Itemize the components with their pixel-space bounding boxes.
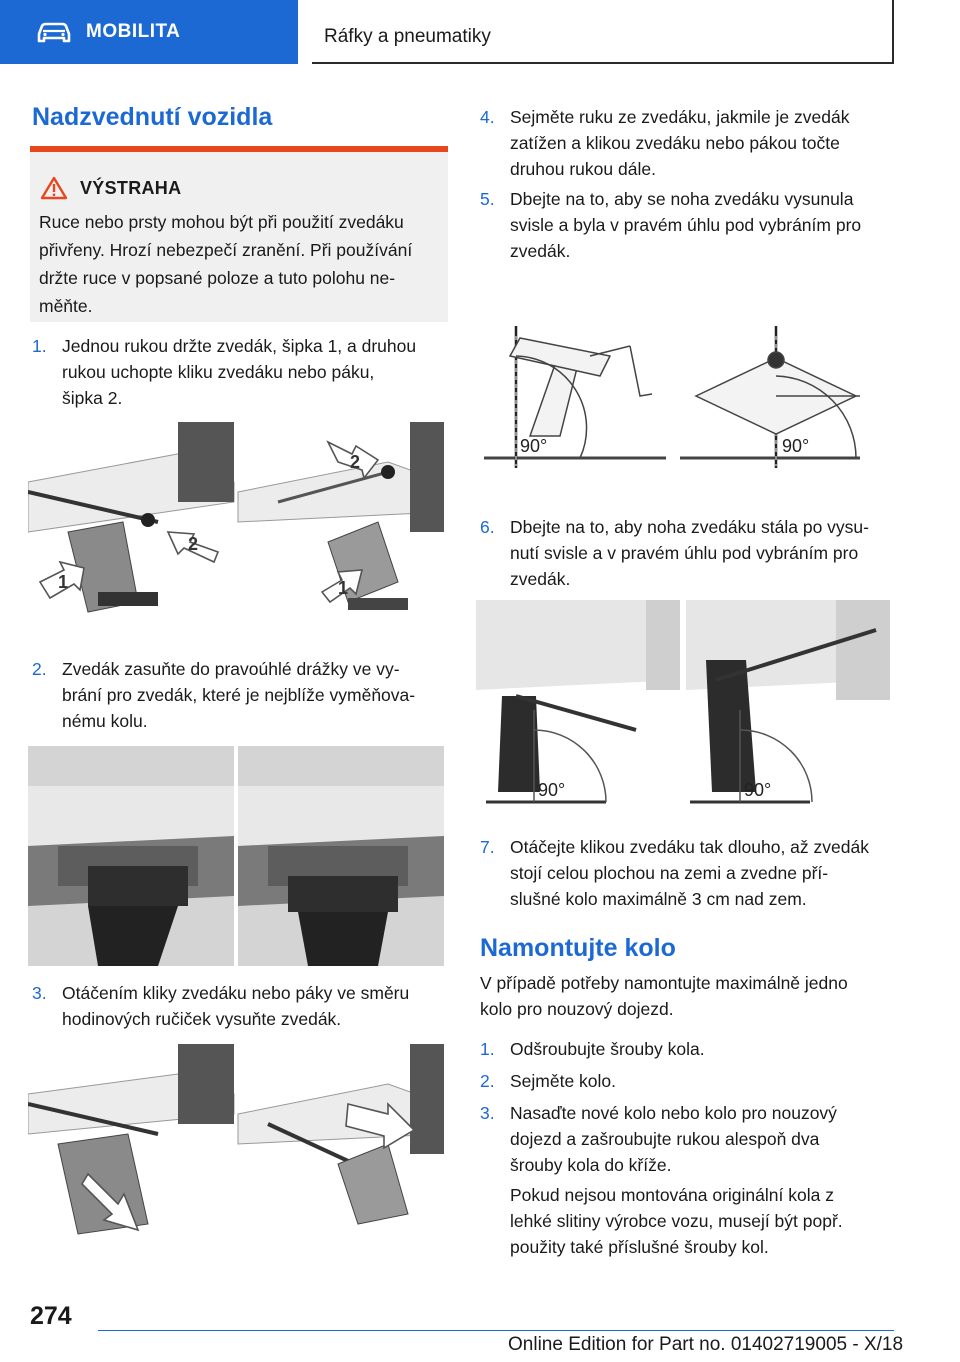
- figure-panel-left: [28, 1044, 234, 1240]
- step-line: hodinových ručiček vysuňte zvedák.: [62, 1009, 342, 1029]
- figure-jack-right-angle: [480, 316, 860, 472]
- paragraph-line: lehké slitiny výrobce vozu, musejí být popř.: [510, 1211, 843, 1231]
- arrow-label: 2: [350, 452, 361, 472]
- footer-divider: [98, 1330, 894, 1331]
- warning-line: přivřeny. Hrozí nebezpečí zranění. Při používání: [39, 240, 413, 260]
- figure-panel-right: [238, 746, 444, 966]
- angle-label: 90°: [744, 780, 772, 800]
- step-number: 5.: [480, 189, 495, 209]
- step-number: 6.: [480, 517, 495, 537]
- figure-panel-left: [28, 746, 234, 966]
- angle-label: 90°: [520, 436, 548, 456]
- step-line: šrouby kola do kříže.: [510, 1155, 672, 1175]
- step-line: nutí svisle a v pravém úhlu pod vybráním pro: [510, 543, 859, 563]
- step-line: šipka 2.: [62, 388, 123, 408]
- warning-triangle-icon: [40, 176, 68, 200]
- figure-jack-standing: [476, 600, 890, 806]
- figure-jack-notch: [28, 746, 444, 966]
- step-line: brání pro zvedák, které je nejblíže vyměňova-: [62, 685, 416, 705]
- arrow-label: 1: [338, 578, 349, 598]
- paragraph-line: použity také příslušné šrouby kol.: [510, 1237, 769, 1257]
- warning-line: Ruce nebo prsty mohou být při použití zvedáku: [39, 212, 404, 232]
- step-line: Jednou rukou držte zvedák, šipka 1, a druhou: [62, 336, 417, 356]
- step-number: 1.: [32, 336, 47, 356]
- step-number: 3.: [480, 1103, 495, 1123]
- note-paragraph: [510, 1182, 900, 1260]
- paragraph-line: V případě potřeby namontujte maximálně jedno: [480, 973, 848, 993]
- step-line: Otáčením kliky zvedáku nebo páky ve směru: [62, 983, 410, 1003]
- step-number: 3.: [32, 983, 47, 1003]
- step-line: Odšroubujte šrouby kola.: [510, 1039, 705, 1059]
- figure-panel-left: [28, 422, 234, 616]
- step-line: Zvedák zasuňte do pravoúhlé drážky ve vy-: [62, 659, 400, 679]
- step-line: Sejměte kolo.: [510, 1071, 617, 1091]
- angle-label: 90°: [782, 436, 810, 456]
- warning-line: měňte.: [39, 296, 93, 316]
- step-line: Sejměte ruku ze zvedáku, jakmile je zvedák: [510, 107, 850, 127]
- step-line: druhou rukou dále.: [510, 159, 656, 179]
- figure-crank-jack: [28, 1044, 444, 1240]
- step-line: Dbejte na to, aby se noha zvedáku vysunula: [510, 189, 854, 209]
- intro-paragraph: [480, 970, 900, 1022]
- step-number: 2.: [480, 1071, 495, 1091]
- step-line: zatížen a klikou zvedáku nebo pákou točte: [510, 133, 840, 153]
- step-line: zvedák.: [510, 569, 571, 589]
- figure-panel-right: [238, 1044, 444, 1240]
- figure-panel-right: [686, 600, 890, 806]
- angle-label: 90°: [538, 780, 566, 800]
- page-number: 274: [30, 1302, 72, 1330]
- warning-line: držte ruce v popsané poloze a tuto polohu ne-: [39, 268, 396, 288]
- step-line: Dbejte na to, aby noha zvedáku stála po vysu-: [510, 517, 869, 537]
- figure-panel-right: [680, 326, 860, 468]
- step-number: 7.: [480, 837, 495, 857]
- figure-panel-right: [238, 422, 444, 616]
- warning-title: VÝSTRAHA: [80, 177, 182, 198]
- step-line: rukou uchopte kliku zvedáku nebo páku,: [62, 362, 375, 382]
- figure-panel-left: [476, 600, 680, 806]
- step-number: 4.: [480, 107, 495, 127]
- paragraph-line: kolo pro nouzový dojezd.: [480, 999, 674, 1019]
- section-tab: [0, 0, 298, 64]
- warning-box: [30, 146, 448, 322]
- step-line: Otáčejte klikou zvedáku tak dlouho, až zvedák: [510, 837, 869, 857]
- section-heading: Nadzvednutí vozidla: [32, 103, 273, 131]
- footer-edition: Online Edition for Part no. 01402719005 - X/18: [508, 1334, 904, 1355]
- section-heading-2: Namontujte kolo: [480, 934, 676, 962]
- warning-text: [39, 208, 439, 320]
- step-line: dojezd a zašroubujte rukou alespoň dva: [510, 1129, 820, 1149]
- section-label: MOBILITA: [86, 21, 181, 42]
- step-line: zvedák.: [510, 241, 571, 261]
- step-number: 1.: [480, 1039, 495, 1059]
- paragraph-line: Pokud nejsou montována originální kola z: [510, 1185, 834, 1205]
- chapter-title: Ráfky a pneumatiky: [324, 26, 491, 47]
- step-line: stojí celou plochou na zemi a zvedne pří-: [510, 863, 829, 883]
- step-number: 2.: [32, 659, 47, 679]
- step-line: nému kolu.: [62, 711, 148, 731]
- figure-panel-left: [484, 326, 666, 468]
- figure-hold-jack: [28, 422, 444, 616]
- car-icon: [36, 20, 72, 44]
- step-line: svisle a byla v pravém úhlu pod vybráním pro: [510, 215, 862, 235]
- step-line: slušné kolo maximálně 3 cm nad zem.: [510, 889, 807, 909]
- arrow-label: 1: [58, 572, 69, 592]
- chapter-header: [312, 0, 894, 64]
- step-line: Nasaďte nové kolo nebo kolo pro nouzový: [510, 1103, 837, 1123]
- arrow-label: 2: [188, 534, 199, 554]
